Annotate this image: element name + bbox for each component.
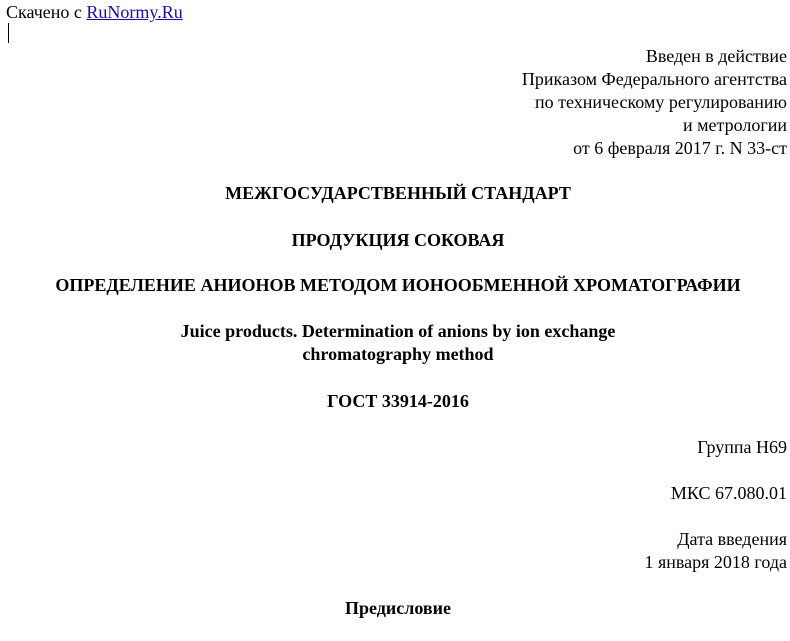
intro-line-3: по техническому регулированию xyxy=(534,92,787,112)
english-title-line-2: chromatography method xyxy=(302,344,494,364)
mks-code: МКС 67.080.01 xyxy=(670,483,787,503)
text-cursor xyxy=(8,23,9,43)
intro-line-2: Приказом Федерального агентства xyxy=(521,69,787,89)
product-heading: ПРОДУКЦИЯ СОКОВАЯ xyxy=(291,230,505,250)
classification-group: Группа H69 xyxy=(697,437,787,457)
standard-type-heading: МЕЖГОСУДАРСТВЕННЫЙ СТАНДАРТ xyxy=(225,183,571,203)
preface-heading: Предисловие xyxy=(345,598,451,618)
standard-code: ГОСТ 33914-2016 xyxy=(327,391,469,411)
effective-date-label: Дата введения xyxy=(677,529,787,549)
effective-date-value: 1 января 2018 года xyxy=(644,552,787,572)
intro-line-1: Введен в действие xyxy=(645,46,787,66)
download-source-prefix: Скачено с xyxy=(6,2,87,22)
download-source xyxy=(6,1,183,23)
english-title-line-1: Juice products. Determination of anions by ion exchange xyxy=(180,321,616,341)
runormy-link[interactable]: RuNormy.Ru xyxy=(86,2,183,22)
intro-line-4: и метрологии xyxy=(683,115,787,135)
method-heading: ОПРЕДЕЛЕНИЕ АНИОНОВ МЕТОДОМ ИОНООБМЕННОЙ ХРОМАТОГРАФИИ xyxy=(55,275,741,295)
intro-line-5: от 6 февраля 2017 г. N 33-ст xyxy=(573,138,787,158)
